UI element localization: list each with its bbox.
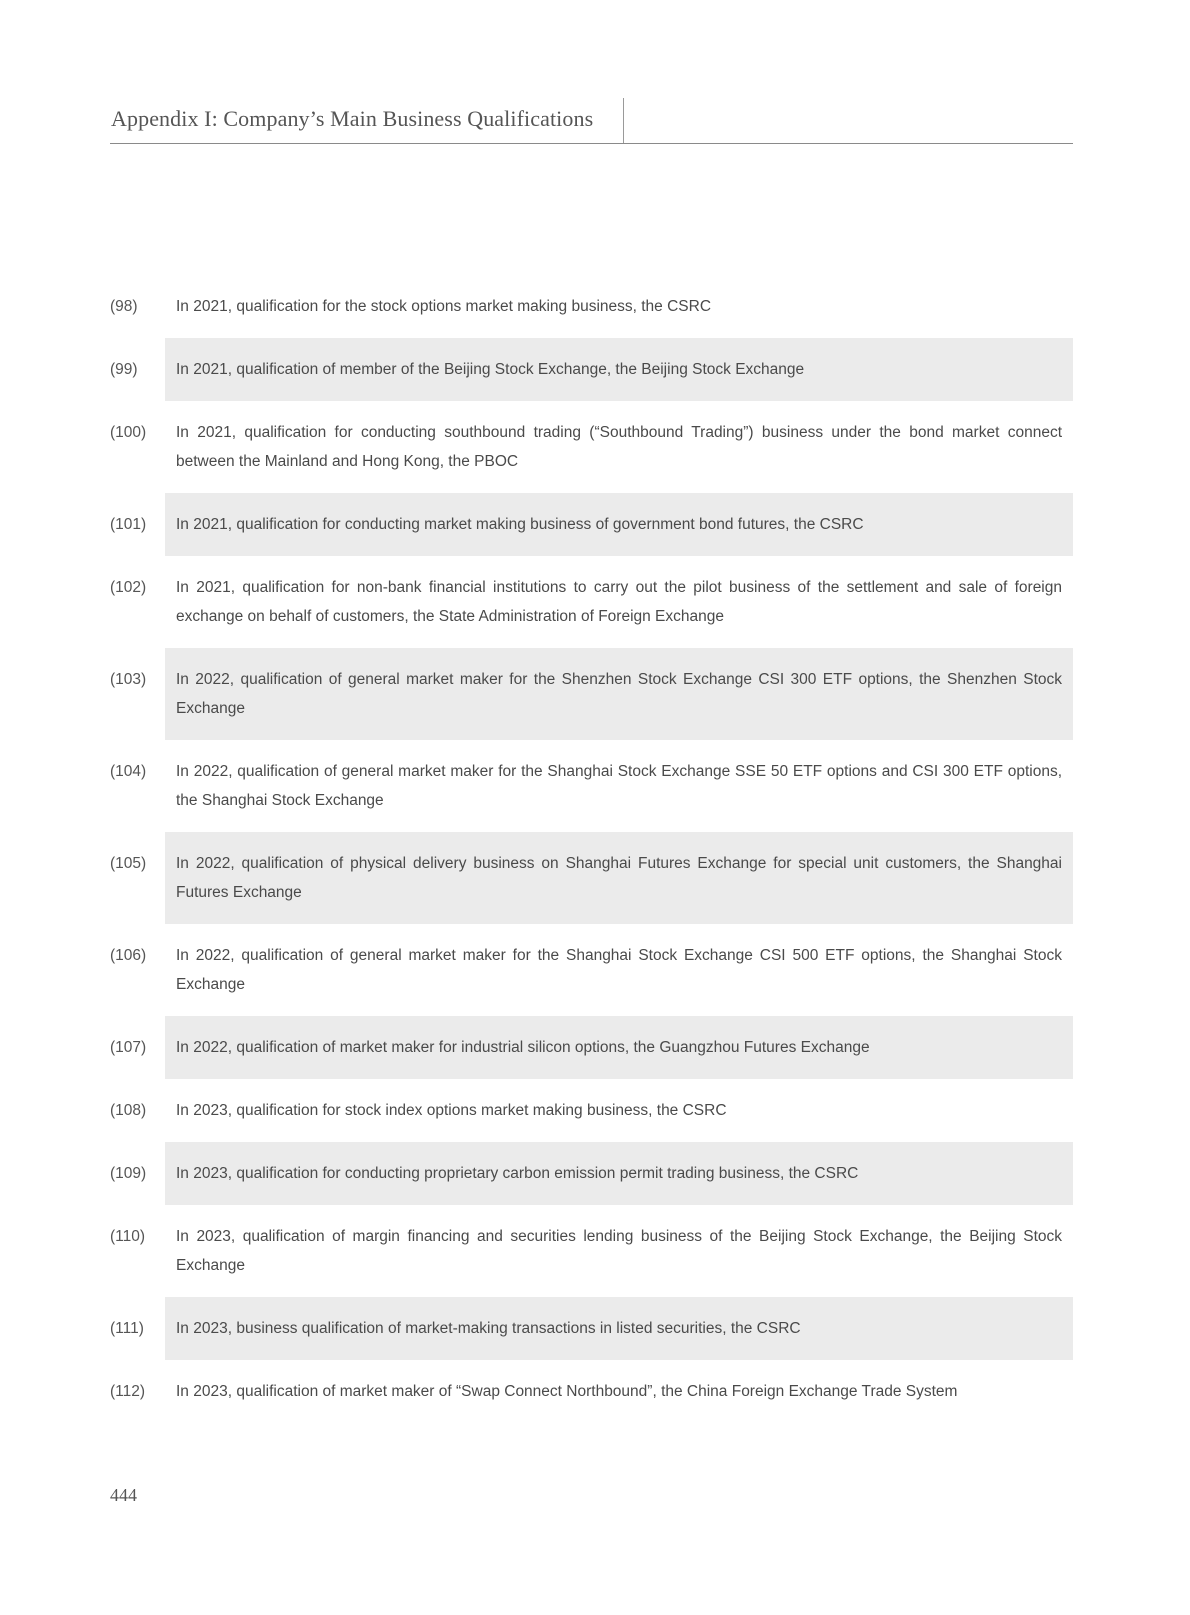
- item-text: In 2022, qualification of physical delivery business on Shanghai Futures Exchange for special unit customers, the Shanghai Futures Exchange: [165, 832, 1073, 924]
- list-item: [110, 1297, 1073, 1360]
- list-item: [110, 924, 1073, 1016]
- item-number: (104): [110, 763, 147, 780]
- item-number: (100): [110, 424, 147, 441]
- item-number: (103): [110, 671, 147, 688]
- item-number: (112): [110, 1383, 146, 1400]
- page-number: 444: [110, 1485, 137, 1505]
- item-text: In 2023, qualification for conducting proprietary carbon emission permit trading business, the CSRC: [165, 1142, 1073, 1205]
- list-item: [110, 1079, 1073, 1142]
- item-text: In 2021, qualification for the stock options market making business, the CSRC: [176, 298, 712, 315]
- item-text: In 2022, qualification of general market maker for the Shenzhen Stock Exchange CSI 300 ETF options, the Shenzhen Stock Exchange: [165, 648, 1073, 740]
- item-text: In 2023, business qualification of market-making transactions in listed securities, the CSRC: [165, 1297, 1073, 1360]
- item-text: In 2021, qualification for conducting market making business of government bond futures, the CSRC: [165, 493, 1073, 556]
- item-number: (108): [110, 1102, 147, 1119]
- item-text: In 2021, qualification for conducting southbound trading (“Southbound Trading”) business under the bond market connect between the Mainland and Hong Kong, the PBOC: [176, 424, 1062, 470]
- item-text: In 2022, qualification of market maker for industrial silicon options, the Guangzhou Futures Exchange: [165, 1016, 1073, 1079]
- list-item: [110, 1205, 1073, 1297]
- item-number: (98): [110, 298, 138, 315]
- list-item: [110, 832, 1073, 924]
- list-item: [110, 648, 1073, 740]
- list-item: [110, 401, 1073, 493]
- item-number: (109): [110, 1165, 147, 1182]
- header-divider: [623, 98, 624, 143]
- item-text: In 2023, qualification of market maker of “Swap Connect Northbound”, the China Foreign Exchange Trade System: [176, 1383, 958, 1400]
- item-number: (101): [110, 516, 147, 533]
- list-item: [110, 1142, 1073, 1205]
- item-number: (106): [110, 947, 147, 964]
- list-item: [110, 740, 1073, 832]
- item-number: (111): [110, 1320, 144, 1337]
- list-item: [110, 1360, 1073, 1423]
- item-text: In 2021, qualification of member of the Beijing Stock Exchange, the Beijing Stock Exchange: [165, 338, 1073, 401]
- page-header: [110, 98, 1073, 144]
- item-text: In 2021, qualification for non-bank financial institutions to carry out the pilot business of the settlement and sale of foreign exchange on behalf of customers, the State Administration of Foreign Exchange: [176, 579, 1062, 625]
- item-number: (110): [110, 1228, 146, 1245]
- list-item: [110, 1016, 1073, 1079]
- item-text: In 2023, qualification for stock index options market making business, the CSRC: [176, 1102, 727, 1119]
- list-item: [110, 275, 1073, 338]
- qualifications-list: [110, 275, 1073, 1423]
- item-text: In 2023, qualification of margin financing and securities lending business of the Beijing Stock Exchange, the Beijing Stock Exchange: [176, 1228, 1062, 1274]
- item-text: In 2022, qualification of general market maker for the Shanghai Stock Exchange CSI 500 ETF options, the Shanghai Stock Exchange: [176, 947, 1062, 993]
- item-number: (105): [110, 855, 147, 872]
- page-title: Appendix I: Company’s Main Business Qualifications: [111, 106, 594, 131]
- item-number: (102): [110, 579, 147, 596]
- list-item: [110, 556, 1073, 648]
- item-number: (107): [110, 1039, 147, 1056]
- item-text: In 2022, qualification of general market maker for the Shanghai Stock Exchange SSE 50 ETF options and CSI 300 ETF options, the Shanghai Stock Exchange: [176, 763, 1062, 809]
- list-item: [110, 338, 1073, 401]
- list-item: [110, 493, 1073, 556]
- item-number: (99): [110, 361, 138, 378]
